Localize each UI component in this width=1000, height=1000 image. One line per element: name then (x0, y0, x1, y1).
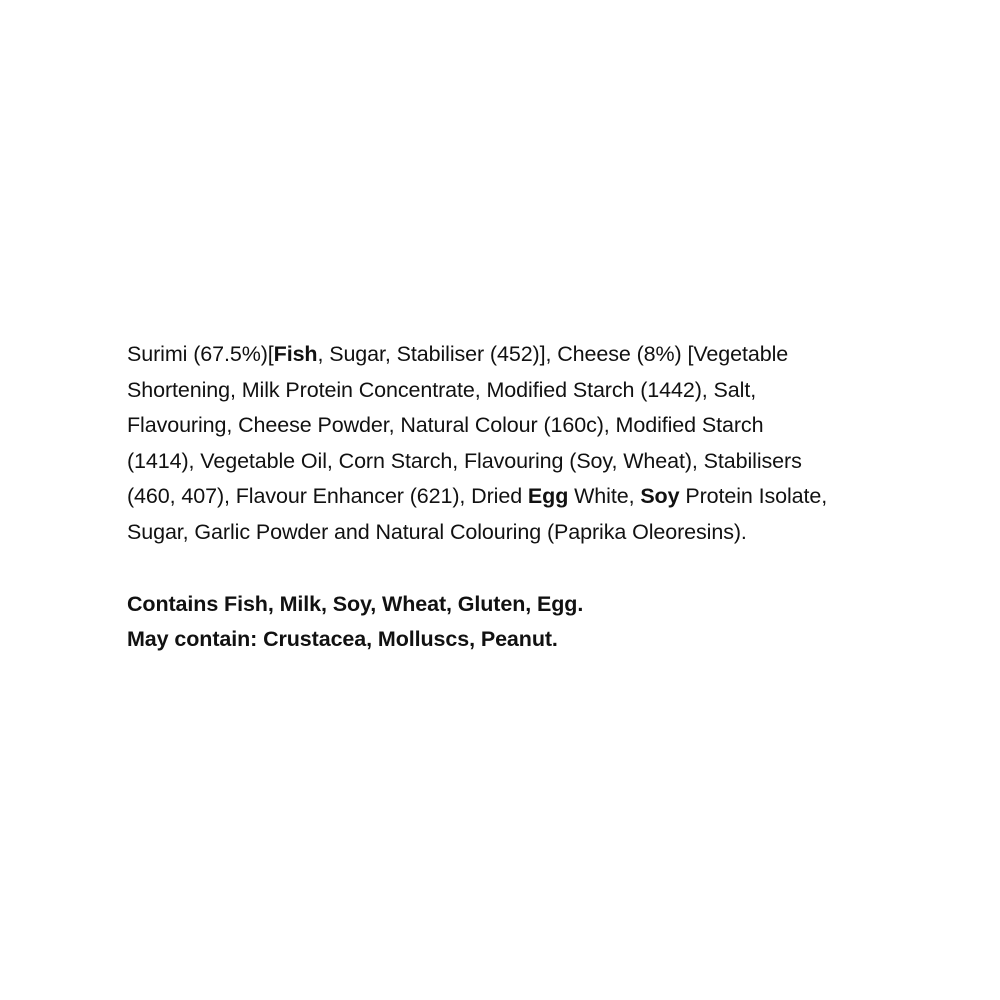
ingredients-label (127, 337, 907, 658)
ingredient-text: Surimi (67.5%)[ (127, 342, 274, 366)
may-contain-allergens-line: May contain: Crustacea, Molluscs, Peanut. (127, 627, 558, 652)
ingredient-text: Protein Isolate, (679, 484, 828, 509)
allergen-statement (127, 587, 907, 658)
contains-allergens-line: Contains Fish, Milk, Soy, Wheat, Gluten, Egg. (127, 591, 584, 616)
ingredient-text: Flavouring, Cheese Powder, Natural Colour (160c), Modified Starch (127, 413, 764, 438)
ingredient-text: (460, 407), Flavour Enhancer (621), Dried (127, 484, 528, 509)
ingredients-line (127, 373, 907, 409)
ingredients-line (127, 337, 907, 373)
ingredient-text: Shortening, Milk Protein Concentrate, Modified Starch (1442), Salt, (127, 377, 757, 402)
ingredient-text: , Sugar, Stabiliser (452)], Cheese (8%) [Vegetable (317, 342, 789, 366)
allergen-highlight: Soy (640, 484, 680, 509)
ingredients-line (127, 408, 907, 444)
ingredients-line (127, 515, 907, 551)
ingredient-text: White, (568, 484, 641, 509)
ingredients-line (127, 444, 907, 480)
allergen-highlight: Fish (273, 342, 318, 366)
ingredient-text: Sugar, Garlic Powder and Natural Colouring (Paprika Oleoresins). (127, 519, 747, 544)
ingredients-paragraph (127, 337, 907, 551)
ingredient-text: (1414), Vegetable Oil, Corn Starch, Flavouring (Soy, Wheat), Stabilisers (127, 448, 802, 473)
ingredients-line (127, 479, 907, 515)
allergen-highlight: Egg (527, 484, 569, 509)
